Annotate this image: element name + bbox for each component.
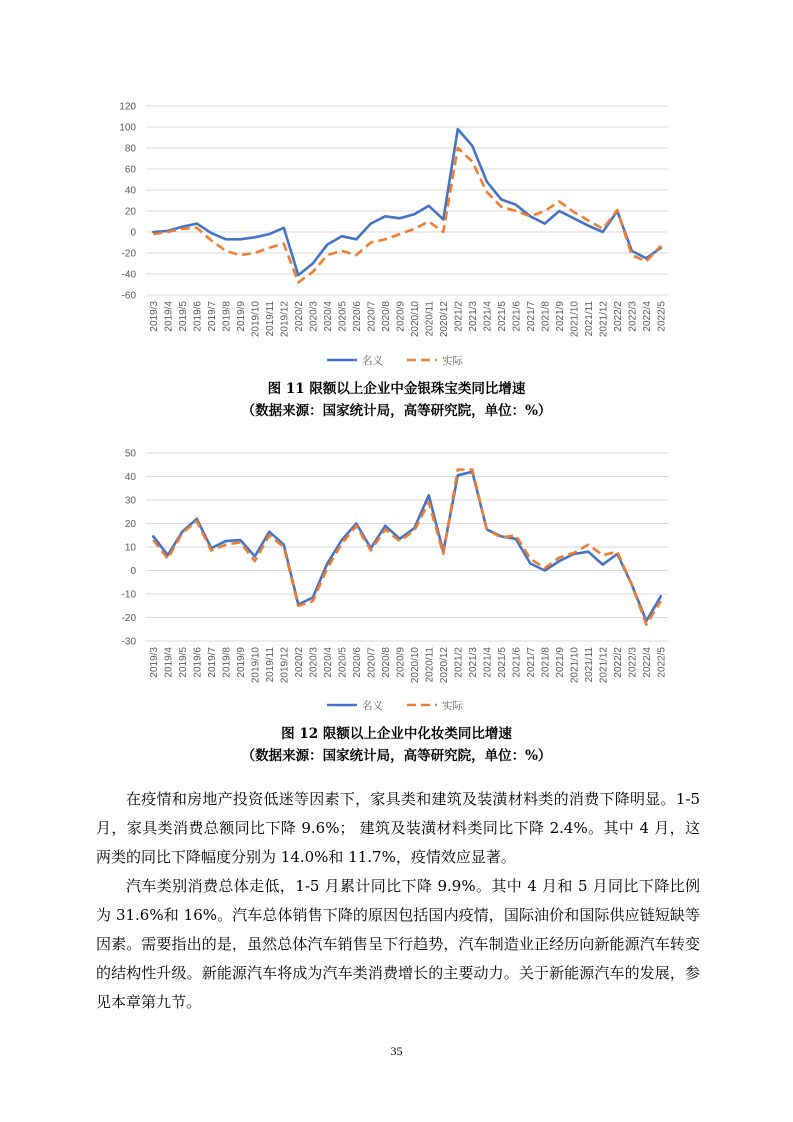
x-tick-label: 2020/5 xyxy=(337,647,349,678)
x-tick-label: 2020/3 xyxy=(308,647,320,678)
y-tick-label: 40 xyxy=(124,185,136,197)
legend-label-nominal: 名义 xyxy=(362,700,383,712)
x-tick-label: 2019/9 xyxy=(235,647,247,678)
x-tick-label: 2020/9 xyxy=(395,647,407,678)
y-tick-label: -40 xyxy=(121,269,136,281)
x-tick-label: 2020/12 xyxy=(438,301,450,338)
y-tick-label: -60 xyxy=(121,290,136,302)
x-tick-label: 2020/4 xyxy=(322,647,334,678)
x-tick-label: 2022/2 xyxy=(612,647,624,678)
x-tick-label: 2019/3 xyxy=(148,301,160,332)
y-tick-label: -30 xyxy=(121,636,136,648)
gridlines xyxy=(146,106,668,295)
x-tick-label: 2021/5 xyxy=(496,647,508,678)
x-tick-label: 2019/5 xyxy=(177,301,189,332)
x-tick-label: 2020/10 xyxy=(409,301,421,338)
y-tick-label: 0 xyxy=(130,566,136,577)
chart-gold-jewelry-svg xyxy=(0,95,793,380)
x-tick-label: 2022/5 xyxy=(656,647,668,678)
x-tick-label: 2021/6 xyxy=(511,301,523,332)
chart-cosmetics-svg xyxy=(0,440,793,725)
x-tick-label: 2020/2 xyxy=(293,301,305,332)
y-tick-label: -10 xyxy=(121,589,136,601)
x-tick-label: 2020/11 xyxy=(424,301,436,337)
x-tick-label: 2021/4 xyxy=(482,647,494,678)
gridlines xyxy=(146,453,668,641)
legend-label-nominal: 名义 xyxy=(362,355,383,367)
y-tick-label: -20 xyxy=(121,248,136,260)
x-tick-label: 2019/5 xyxy=(177,647,189,678)
figure-11-source: （数据来源：国家统计局，高等研究院，单位：%） xyxy=(241,403,552,419)
x-tick-label: 2020/3 xyxy=(308,301,320,332)
y-tick-label: 10 xyxy=(124,542,136,554)
x-tick-label: 2019/3 xyxy=(148,647,160,678)
x-tick-label: 2022/4 xyxy=(641,647,653,678)
x-tick-label: 2020/8 xyxy=(380,301,392,332)
y-tick-label: 40 xyxy=(124,472,136,483)
x-tick-label: 2020/4 xyxy=(322,301,334,332)
x-tick-label: 2020/8 xyxy=(380,647,392,678)
paragraph-automobile: 汽车类别消费总体走低，1-5 月累计同比下降 9.9%。其中 4 月和 5 月同比下降比例为 31.6%和 16%。汽车总体销售下降的原因包括国内疫情，国际油价和国际供应链短缺等因素。需要指出的是，虽然总体汽车销售呈下行趋势，汽车制造业正经历向新能源汽车转变的结构性升级。新能源汽车将成为汽车类消费增长的主要动力。关于新能源汽车的发展，参见本章第九节。 xyxy=(96,877,700,1011)
x-tick-label: 2021/4 xyxy=(482,301,494,332)
y-tick-label: 100 xyxy=(119,122,136,134)
x-tick-label: 2022/5 xyxy=(656,301,668,332)
x-tick-label: 2021/7 xyxy=(525,301,537,332)
figure-12-title: 图 12 限额以上企业中化妆类同比增速 xyxy=(281,726,512,742)
x-tick-label: 2020/11 xyxy=(424,647,436,683)
y-tick-label: -20 xyxy=(121,613,136,624)
y-tick-label: 30 xyxy=(124,495,136,507)
y-tick-label: 20 xyxy=(124,519,136,530)
y-tick-label: 50 xyxy=(124,448,136,460)
x-tick-label: 2021/5 xyxy=(496,301,508,332)
x-tick-label: 2020/10 xyxy=(409,647,421,684)
x-tick-label: 2021/3 xyxy=(467,647,479,678)
x-tick-label: 2021/10 xyxy=(569,647,581,684)
x-tick-label: 2021/9 xyxy=(554,647,566,678)
y-tick-label: 0 xyxy=(130,227,136,239)
x-tick-label: 2020/9 xyxy=(395,301,407,332)
x-tick-label: 2021/3 xyxy=(467,301,479,332)
x-tick-label: 2020/12 xyxy=(438,647,450,684)
legend xyxy=(327,355,463,367)
x-tick-label: 2019/11 xyxy=(264,647,276,683)
x-tick-label: 2019/8 xyxy=(221,647,233,678)
y-tick-label: 80 xyxy=(124,143,136,155)
x-tick-label: 2019/4 xyxy=(163,301,175,332)
x-tick-label: 2019/12 xyxy=(279,647,291,684)
x-tick-label: 2021/12 xyxy=(598,647,610,684)
x-tick-label: 2019/9 xyxy=(235,301,247,332)
legend-label-real: 实际 xyxy=(442,700,463,712)
x-tick-label: 2020/7 xyxy=(366,301,378,332)
figure-11-title: 图 11 限额以上企业中金银珠宝类同比增速 xyxy=(267,381,526,397)
x-tick-label: 2019/10 xyxy=(250,647,262,684)
x-tick-label: 2022/4 xyxy=(641,301,653,332)
legend-label-real: 实际 xyxy=(442,355,463,367)
x-tick-label: 2020/6 xyxy=(351,647,363,678)
x-tick-label: 2022/2 xyxy=(612,301,624,332)
figure-11-caption xyxy=(0,378,793,422)
x-tick-label: 2021/8 xyxy=(540,301,552,332)
legend xyxy=(327,700,463,712)
x-tick-label: 2019/11 xyxy=(264,301,276,337)
y-tick-label: 120 xyxy=(119,101,136,113)
x-tick-label: 2021/2 xyxy=(453,647,465,678)
x-tick-label: 2022/3 xyxy=(627,301,639,332)
body-text xyxy=(96,785,700,1017)
x-tick-label: 2019/6 xyxy=(192,647,204,678)
x-tick-label: 2019/7 xyxy=(206,647,218,678)
x-tick-label: 2021/8 xyxy=(540,647,552,678)
figure-12-source: （数据来源：国家统计局，高等研究院，单位：%） xyxy=(241,748,552,764)
x-tick-label: 2019/7 xyxy=(206,301,218,332)
x-tick-label: 2021/6 xyxy=(511,647,523,678)
x-tick-label: 2020/6 xyxy=(351,301,363,332)
x-tick-label: 2022/3 xyxy=(627,647,639,678)
x-tick-label: 2019/10 xyxy=(250,301,262,338)
x-tick-label: 2021/2 xyxy=(453,301,465,332)
x-tick-label: 2021/7 xyxy=(525,647,537,678)
x-tick-label: 2020/2 xyxy=(293,647,305,678)
x-tick-label: 2021/12 xyxy=(598,301,610,338)
x-tick-label: 2021/11 xyxy=(583,647,595,683)
x-tick-label: 2019/4 xyxy=(163,647,175,678)
x-tick-label: 2021/10 xyxy=(569,301,581,338)
chart-cosmetics xyxy=(0,440,793,725)
figure-12-caption xyxy=(0,723,793,767)
x-tick-label: 2019/12 xyxy=(279,301,291,338)
x-tick-label: 2021/9 xyxy=(554,301,566,332)
chart-gold-jewelry xyxy=(0,95,793,380)
x-tick-label: 2020/7 xyxy=(366,647,378,678)
x-tick-label: 2020/5 xyxy=(337,301,349,332)
x-tick-label: 2019/8 xyxy=(221,301,233,332)
paragraph-furniture: 在疫情和房地产投资低迷等因素下，家具类和建筑及装潢材料类的消费下降明显。1-5 月，家具类消费总额同比下降 9.6%； 建筑及装潢材料类同比下降 2.4%。其中 4 月，这两类的同比下降幅度分别为 14.0%和 11.7%，疫情效应显著。 xyxy=(96,790,700,866)
y-tick-label: 60 xyxy=(124,164,136,176)
page-number: 35 xyxy=(390,1044,403,1058)
x-tick-label: 2019/6 xyxy=(192,301,204,332)
y-tick-label: 20 xyxy=(124,206,136,218)
x-tick-label: 2021/11 xyxy=(583,301,595,337)
